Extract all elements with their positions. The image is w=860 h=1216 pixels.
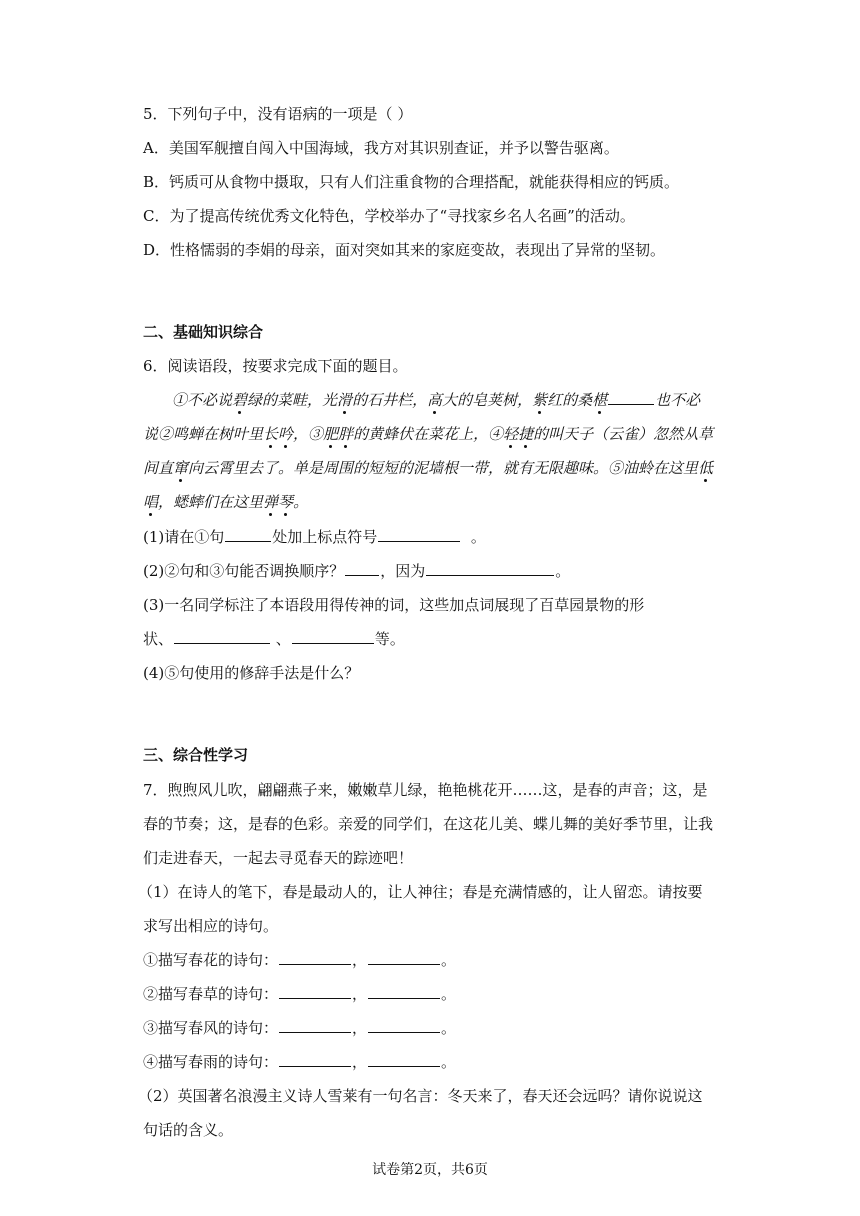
answer-blank[interactable] [225,527,271,542]
text-fragment: 。 [470,528,486,546]
q7-item-spring-flower [143,950,456,970]
section2-heading: 二、基础知识综合 [143,323,264,341]
answer-blank[interactable] [608,390,654,405]
q6-sub1 [143,527,486,547]
q5-stem: 5．下列句子中，没有语病的一项是（ ） [143,105,413,123]
q6-passage-line1 [172,390,700,410]
text-fragment: 的石井栏， [352,391,428,409]
answer-blank[interactable] [368,1052,440,1067]
text-fragment: (1)请在①句 [143,528,225,546]
emphasis-word: 轻 [503,425,519,443]
emphasis-word: 滑 [337,391,353,409]
text-fragment: ②描写春草的诗句： [143,985,279,1003]
text-fragment: 间直 [143,459,174,477]
answer-blank[interactable] [174,629,270,644]
q6-sub3-line2 [143,629,405,649]
text-fragment: ③描写春风的诗句： [143,1019,279,1037]
q7-part2-line2: 句话的含义。 [143,1121,234,1139]
text-fragment: 说②鸣蝉在树叶里 [143,425,264,443]
answer-blank[interactable] [279,1018,351,1033]
text-fragment: ④描写春雨的诗句： [143,1053,279,1071]
q5-option-b[interactable]: B．钙质可从食物中摄取，只有人们注重食物的合理搭配，就能获得相应的钙质。 [143,173,680,191]
text-fragment: 。 [293,493,309,511]
q5-option-d[interactable]: D．性格懦弱的李娟的母亲，面对突如其来的家庭变故，表现出了异常的坚韧。 [143,241,666,259]
q6-passage-line2 [143,424,713,444]
text-fragment: 处加上标点符号 [272,528,378,546]
q7-item-spring-wind [143,1018,456,1038]
emphasis-word: 低 [698,459,714,477]
text-fragment: 。 [441,985,457,1003]
emphasis-word: 紫 [532,391,548,409]
q7-text-line2: 春的节奏；这，是春的色彩。亲爱的同学们，在这花儿美、蝶儿舞的美好季节里，让我 [143,815,714,833]
text-fragment: 绿的菜畦，光 [247,391,338,409]
q6-stem: 6．阅读语段，按要求完成下面的题目。 [143,357,408,375]
section3-heading: 三、综合性学习 [143,746,249,764]
text-fragment: 的叫天子（云雀）忽然从草 [533,425,714,443]
text-fragment: 、 [275,630,291,648]
text-fragment: ， [352,985,368,1003]
text-fragment: ，蟋蟀们在这里 [158,493,264,511]
emphasis-word: 椹 [592,391,608,409]
q6-sub2 [143,561,570,581]
answer-blank[interactable] [279,984,351,999]
emphasis-word: 唱 [143,493,159,511]
text-fragment: 。 [441,951,457,969]
emphasis-word: 窜 [173,459,189,477]
page-footer: 试卷第2页，共6页 [372,1162,488,1178]
answer-blank[interactable] [279,1052,351,1067]
text-fragment: 。 [555,562,571,580]
answer-blank[interactable] [368,950,440,965]
q7-part1-line2: 求写出相应的诗句。 [143,917,279,935]
text-fragment: ①描写春花的诗句： [143,951,279,969]
text-fragment: ，因为 [380,562,426,580]
answer-blank[interactable] [279,950,351,965]
answer-blank[interactable] [368,984,440,999]
text-fragment: 红的桑 [547,391,593,409]
text-fragment: 。 [441,1019,457,1037]
text-fragment: ， [352,1019,368,1037]
emphasis-word: 弹 [263,493,279,511]
answer-blank[interactable] [345,561,379,576]
emphasis-word: 碧 [232,391,248,409]
text-fragment: (2)②句和③句能否调换顺序？ [143,562,345,580]
q7-part2-line1: （2）英国著名浪漫主义诗人雪莱有一句名言：冬天来了，春天还会远吗？请你说说这 [138,1087,703,1105]
text-fragment: 等。 [374,630,405,648]
emphasis-word: 长 [263,425,279,443]
q5-option-c[interactable]: C．为了提高传统优秀文化特色，学校举办了“寻找家乡名人名画”的活动。 [143,207,635,225]
text-fragment: ，③ [293,425,324,443]
text-fragment: 大的皂荚树， [442,391,533,409]
text-fragment: 状、 [143,630,174,648]
answer-blank[interactable] [426,561,554,576]
text-fragment: 。 [441,1053,457,1071]
emphasis-word: 高 [427,391,443,409]
q7-part1-line1: （1）在诗人的笔下，春是最动人的，让人神往；春是充满情感的，让人留恋。请按要 [138,883,703,901]
q5-option-a[interactable]: A．美国军舰擅自闯入中国海域，我方对其识别查证，并予以警告驱离。 [143,139,619,157]
text-fragment: ①不必说 [172,391,233,409]
q6-passage-line3 [143,458,713,478]
text-fragment: 也不必 [655,391,701,409]
answer-blank[interactable] [368,1018,440,1033]
emphasis-word: 琴 [278,493,294,511]
emphasis-word: 肥 [323,425,339,443]
q6-sub4: (4)⑤句使用的修辞手法是什么？ [143,664,360,682]
q6-sub3-line1: (3)一名同学标注了本语段用得传神的词，这些加点词展现了百草园景物的形 [143,596,645,614]
emphasis-word: 捷 [518,425,534,443]
q7-text-line1: 7．煦煦风儿吹，翩翩燕子来，嫩嫩草儿绿，艳艳桃花开……这，是春的声音；这，是 [143,781,708,799]
q6-passage-line4 [143,492,308,512]
text-fragment: 的黄蜂伏在菜花上，④ [353,425,504,443]
text-fragment: 向云霄里去了。单是周围的短短的泥墙根一带，就有无限趣味。⑤油蛉在这里 [188,459,699,477]
answer-blank[interactable] [378,527,460,542]
q7-item-spring-rain [143,1052,456,1072]
q7-text-line3: 们走进春天，一起去寻觅春天的踪迹吧！ [143,849,414,867]
text-fragment: ， [352,951,368,969]
text-fragment: ， [352,1053,368,1071]
q7-item-spring-grass [143,984,456,1004]
emphasis-word: 吟 [278,425,294,443]
answer-blank[interactable] [292,629,374,644]
emphasis-word: 胖 [338,425,354,443]
